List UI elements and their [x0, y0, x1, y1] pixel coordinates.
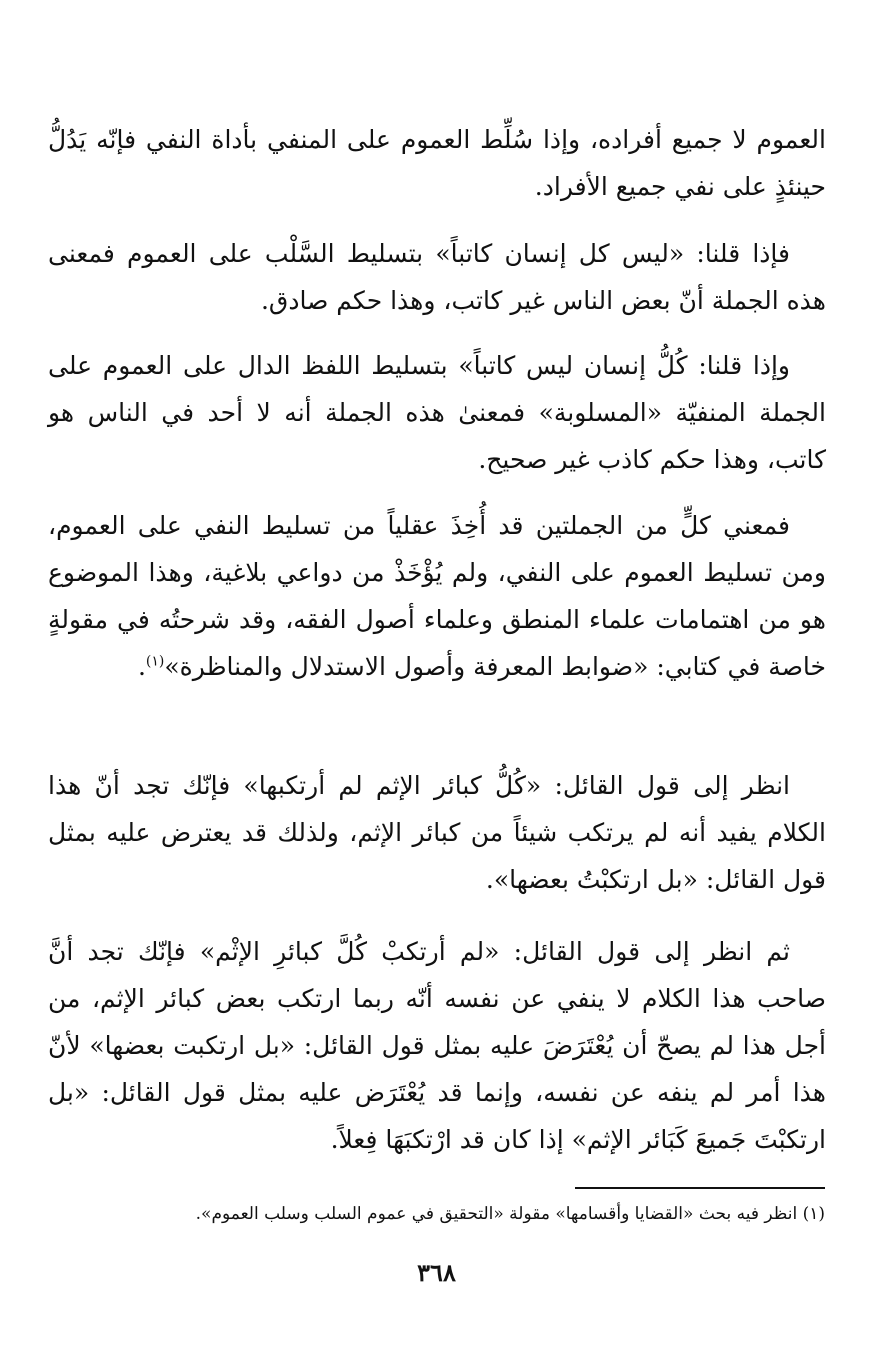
paragraph-4-text: فمعني كلٍّ من الجملتين قد أُخِذَ عقلياً من تسليط النفي على العموم، ومن تسليط العموم على النفي، ولم يُؤْخَذْ من دواعي بلاغية، وهذا الموضوع هو من اهتمامات علماء المنطق وعلماء أصول الفقه، وقد شرحتُه في مقولةٍ خاصة في كتابي: «ضوابط المعرفة وأصول الاستدلال والمناظرة»	[48, 511, 826, 681]
paragraph-3: وإذا قلنا: كُلُّ إنسان ليس كاتباً» بتسليط اللفظ الدال على العموم على الجملة المنفيّة «المسلوبة» فمعنىٰ هذه الجملة أنه لا أحد في الناس هو كاتب، وهذا حكم كاذب غير صحيح.	[48, 351, 826, 474]
footnote: (١) انظر فيه بحث «القضايا وأقسامها» مقولة «التحقيق في عموم السلب وسلب العموم».	[195, 1204, 825, 1224]
paragraph-6: ثم انظر إلى قول القائل: «لم أرتكبْ كُلَّ كبائرِ الإثْم» فإنّك تجد أنَّ صاحب هذا الكلام لا ينفي عن نفسه أنّه ربما ارتكب بعض كبائر الإثم، من أجل هذا لم يصحّ أن يُعْتَرَضَ عليه بمثل قول القائل: «بل ارتكبت بعضها» لأنّ هذا أمر لم ينفه عن نفسه، وإنما قد يُعْتَرَض عليه بمثل قول القائل: «بل ارتكبْتَ جَميعَ كَبَائر الإثم» إذا كان قد ارْتكبَهَا فِعلاً.	[48, 937, 826, 1154]
paragraph-4-ending: .	[137, 652, 146, 681]
paragraph-2: فإذا قلنا: «ليس كل إنسان كاتباً» بتسليط السَّلْب على العموم فمعنى هذه الجملة أنّ بعض الناس غير كاتب، وهذا حكم صادق.	[48, 239, 826, 315]
footnote-marker[interactable]: (١)	[145, 653, 165, 670]
paragraph-4	[48, 502, 826, 690]
page-number: ٣٦٨	[417, 1258, 456, 1287]
paragraph-1: العموم لا جميع أفراده، وإذا سُلِّط العموم على المنفي بأداة النفي فإنّه يَدُلُّ حينئذٍ على نفي جميع الأفراد.	[48, 125, 826, 201]
paragraph-5: انظر إلى قول القائل: «كُلُّ كبائر الإثم لم أرتكبها» فإنّك تجد أنّ هذا الكلام يفيد أنه لم يرتكب شيئاً من كبائر الإثم، ولذلك قد يعترض عليه بمثل قول القائل: «بل ارتكبْتُ بعضها».	[48, 771, 826, 894]
footnote-divider	[575, 1187, 825, 1189]
